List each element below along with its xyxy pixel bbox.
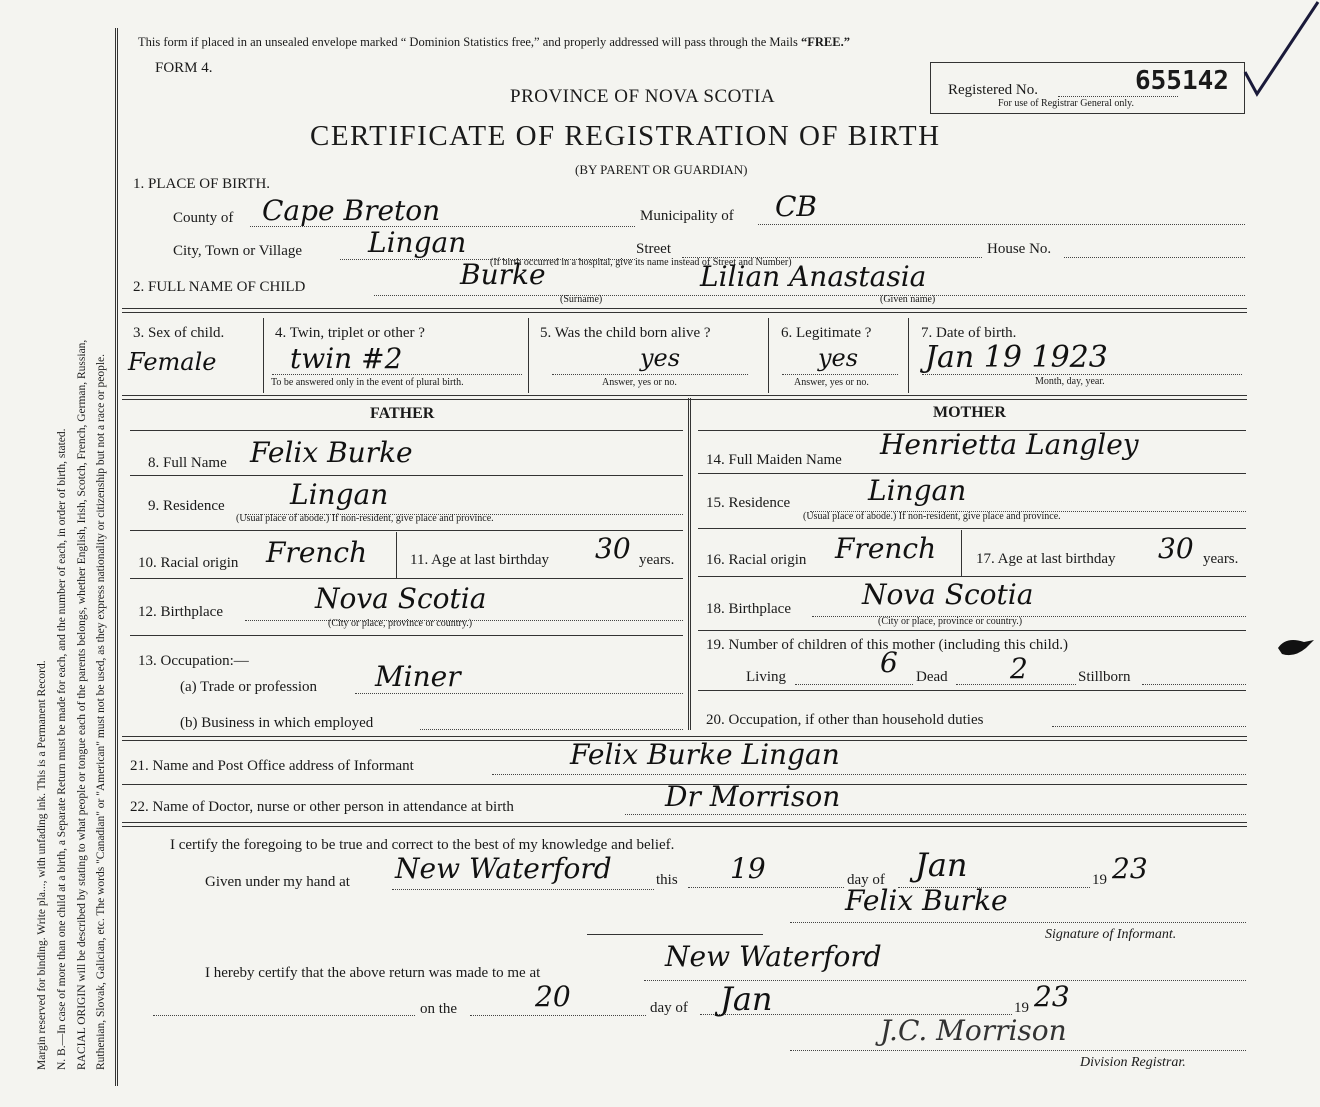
mother-birthplace-note: (City or place, province or country.) [878,616,1023,627]
sex-label: 3. Sex of child. [133,325,225,341]
mother-heading: MOTHER [933,404,1006,421]
trade-value: Miner [375,660,461,693]
given-dayof-label: day of [847,872,885,888]
father-birthplace-label: 12. Birthplace [138,604,223,620]
given-month: Jan [915,846,968,884]
trade-label: (a) Trade or profession [180,679,318,695]
father-race-label: 10. Racial origin [138,555,239,571]
father-age-label: 11. Age at last birthday [410,552,549,568]
municipality-label: Municipality of [640,208,734,224]
given-year-suffix: 23 [1112,852,1148,885]
child-given-name: Lilian Anastasia [700,260,927,293]
dob-label: 7. Date of birth. [921,325,1017,341]
registrar-place: New Waterford [665,940,882,973]
place-heading: 1. PLACE OF BIRTH. [133,176,271,192]
check-mark-icon [1243,0,1320,100]
father-years: years. [639,552,675,568]
informant-signature: Felix Burke [845,884,1008,917]
mother-race-label: 16. Racial origin [706,552,807,568]
form-number: FORM 4. [155,60,213,76]
father-heading: FATHER [370,405,435,422]
father-birthplace-note: (City or place, province or country.) [328,618,473,629]
ink-blot-icon [1276,636,1316,660]
city-value: Lingan [368,226,467,259]
registrar-signature: J.C. Morrison [880,1014,1067,1047]
province-heading: PROVINCE OF NOVA SCOTIA [510,86,776,107]
mother-name-value: Henrietta Langley [880,428,1139,461]
given-year-prefix: 19 [1092,872,1107,888]
mother-age-label: 17. Age at last birthday [976,551,1116,567]
dob-note: Month, day, year. [1035,376,1105,387]
children-count-label: 19. Number of children of this mother (including this child.) [706,637,1069,653]
twin-label: 4. Twin, triplet or other ? [275,325,425,341]
sex-value: Female [128,348,217,376]
twin-value: twin #2 [290,342,403,375]
father-race-value: French [266,536,368,569]
registrar-caption: Division Registrar. [1080,1055,1186,1070]
house-label: House No. [987,241,1052,257]
registrar-day: 20 [535,980,571,1013]
mother-residence-label: 15. Residence [706,495,791,511]
mother-name-label: 14. Full Maiden Name [706,452,842,468]
informant-value: Felix Burke Lingan [570,738,840,771]
doctor-value: Dr Morrison [665,780,841,813]
registrar-statement: I hereby certify that the above return was made to me at [205,965,541,981]
informant-label: 21. Name and Post Office address of Informant [130,758,414,774]
margin-note-racial-2: Ruthenian, Slovak, Galician, etc. The words "Canadian" or "American" must not be used, as they express nationality or citizenship but not a race or people. [95,353,107,1070]
onthe-label: on the [420,1001,458,1017]
registered-label: Registered No. [948,82,1038,98]
doctor-label: 22. Name of Doctor, nurse or other person in attendance at birth [130,799,514,815]
margin-note-racial-1: RACIAL ORIGIN will be described by stating to what people or tongue each of the parents belongs, whether English, Irish, Scotch, French, German, Russian, [76,339,88,1070]
dob-value: Jan 19 1923 [925,340,1108,375]
mother-race-value: French [835,532,937,565]
legitimate-label: 6. Legitimate ? [781,325,872,341]
hospital-note: (If birth occurred in a hospital, give its name instead of Street and Number) [490,257,792,268]
margin-note-binding: Margin reserved for binding. Write pla..., with unfading ink. This is a Permanent Record. [36,660,48,1070]
mother-years: years. [1203,551,1239,567]
child-name-label: 2. FULL NAME OF CHILD [133,279,306,295]
father-age-value: 30 [595,532,631,565]
mail-note: This form if placed in an unsealed envelope marked “ Dominion Statistics free,” and properly addressed will pass through the Mails “FREE.” [138,35,850,49]
father-name-value: Felix Burke [250,436,413,469]
given-place: New Waterford [395,852,612,885]
father-residence-label: 9. Residence [148,498,225,514]
mother-birthplace-value: Nova Scotia [862,578,1034,611]
legitimate-value: yes [818,344,859,372]
given-day: 19 [730,852,766,885]
business-label: (b) Business in which employed [180,715,374,731]
city-label: City, Town or Village [173,243,303,259]
living-value: 6 [880,646,898,679]
mother-residence-note: (Usual place of abode.) If non-resident, give place and province. [803,511,1061,522]
page-title: CERTIFICATE OF REGISTRATION OF BIRTH [310,120,941,152]
dead-label: Dead [916,669,948,685]
street-label: Street [636,241,671,257]
father-residence-note: (Usual place of abode.) If non-resident, give place and province. [236,513,494,524]
margin-note-plural: N. B.—In case of more than one child at a birth, a Separate Return must be made for each, and the number of each, in order of birth, stated. [56,428,68,1070]
alive-label: 5. Was the child born alive ? [540,325,711,341]
registrar-note: For use of Registrar General only. [998,98,1134,109]
county-label: County of [173,210,234,226]
alive-value: yes [640,344,681,372]
mother-birthplace-label: 18. Birthplace [706,601,791,617]
occupation-label: 13. Occupation:— [138,653,249,669]
mother-residence-value: Lingan [868,474,967,507]
page-subtitle: (BY PARENT OR GUARDIAN) [575,162,748,177]
this-label: this [656,872,678,888]
signature-caption: Signature of Informant. [1045,927,1177,942]
alive-note: Answer, yes or no. [602,377,677,388]
registrar-dayof-label: day of [650,1000,688,1016]
county-value: Cape Breton [262,194,441,227]
mother-age-value: 30 [1158,532,1194,565]
twin-note: To be answered only in the event of plural birth. [271,377,464,388]
dead-value: 2 [1010,652,1028,685]
father-residence-value: Lingan [290,478,389,511]
mother-occupation-label: 20. Occupation, if other than household duties [706,712,984,728]
stillborn-label: Stillborn [1078,669,1131,685]
father-name-label: 8. Full Name [148,455,227,471]
municipality-value: CB [775,190,817,223]
given-caption: (Given name) [880,294,936,305]
living-label: Living [746,669,786,685]
certify-statement: I certify the foregoing to be true and correct to the best of my knowledge and belief. [170,837,675,853]
legitimate-note: Answer, yes or no. [794,377,869,388]
binding-rule [115,28,118,1086]
registered-number: 655142 [1135,66,1229,96]
father-birthplace-value: Nova Scotia [315,582,487,615]
surname-caption: (Surname) [560,294,603,305]
given-label: Given under my hand at [205,874,350,890]
registrar-month: Jan [720,980,773,1018]
child-surname: Burke [460,258,546,291]
registrar-year-prefix: 19 [1014,1000,1029,1016]
registrar-year-suffix: 23 [1034,980,1070,1013]
